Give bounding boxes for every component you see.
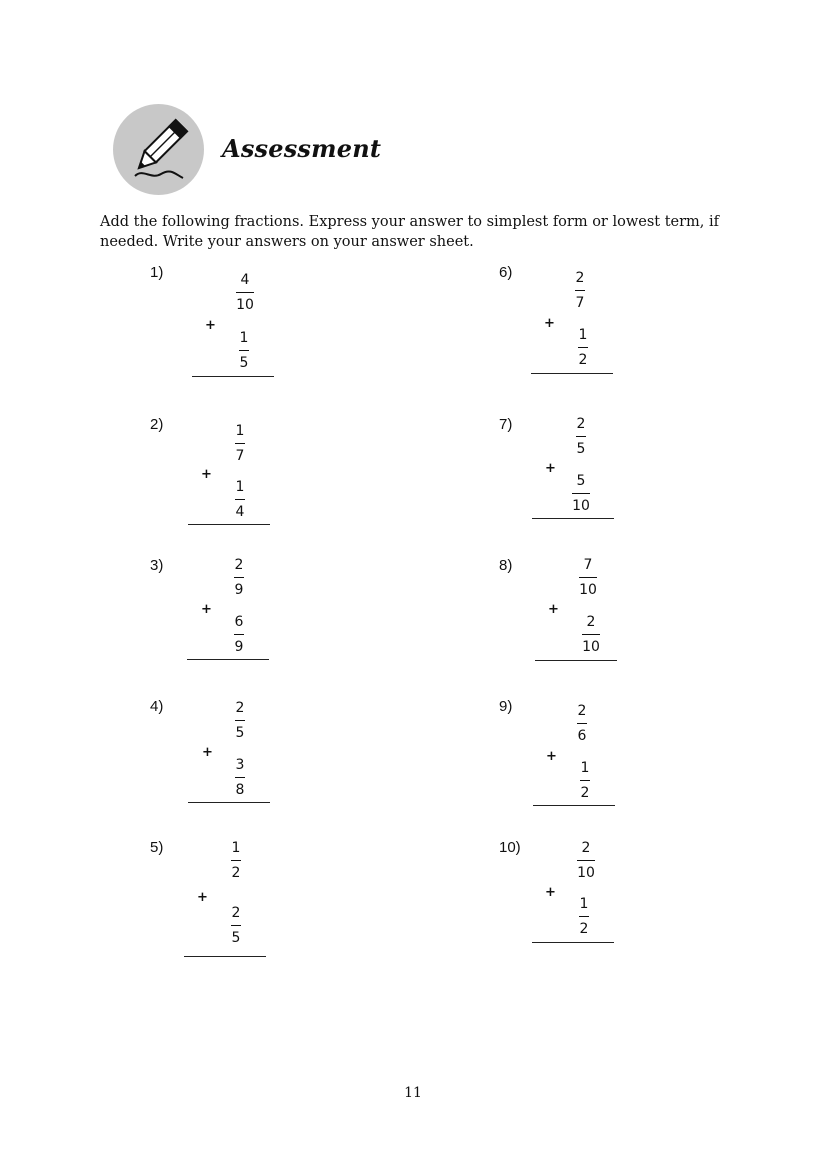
denominator: 10 [579, 582, 597, 598]
instructions-text: Add the following fractions. Express your answer to simplest form or lowest term, if needed. Write your answers on your answer sheet. [100, 214, 720, 250]
problem-number: 2) [150, 416, 164, 433]
denominator: 10 [236, 297, 254, 313]
answer-line [533, 805, 615, 806]
fraction-top [228, 272, 262, 313]
fraction-bar [235, 720, 245, 721]
denominator: 5 [576, 441, 586, 457]
fraction-bar [572, 493, 590, 494]
problem-number: 1) [150, 264, 164, 281]
problem-number: 9) [499, 698, 513, 715]
denominator: 10 [577, 865, 595, 881]
fraction-bottom [566, 327, 600, 368]
fraction-top [223, 423, 257, 464]
problem-number: 6) [499, 264, 513, 281]
denominator: 2 [231, 865, 241, 881]
fraction-bar [579, 916, 589, 917]
denominator: 10 [582, 639, 600, 655]
fraction-bar [577, 860, 595, 861]
denominator: 5 [231, 930, 241, 946]
fraction-bar [239, 350, 249, 351]
answer-line [188, 524, 270, 525]
problem-number: 4) [150, 698, 164, 715]
denominator: 2 [580, 785, 590, 801]
fraction-top [563, 270, 597, 311]
fraction-bar [234, 577, 244, 578]
fraction-top [564, 416, 598, 457]
numerator: 4 [240, 272, 250, 288]
denominator: 4 [235, 504, 245, 520]
denominator: 2 [578, 352, 588, 368]
fraction-bottom [227, 330, 261, 371]
fraction-bottom [223, 757, 257, 798]
plus-sign: + [546, 749, 557, 764]
problem-number: 3) [150, 557, 164, 574]
answer-line [535, 660, 617, 661]
numerator: 2 [586, 614, 596, 630]
numerator: 1 [578, 327, 588, 343]
plus-sign: + [201, 602, 212, 617]
fraction-bar [236, 292, 254, 293]
fraction-bottom [567, 896, 601, 937]
fraction-bottom [568, 760, 602, 801]
fraction-bar [235, 499, 245, 500]
fraction-top [569, 840, 603, 881]
numerator: 3 [235, 757, 245, 773]
answer-line [184, 956, 266, 957]
problem-number: 7) [499, 416, 513, 433]
fraction-bar [578, 347, 588, 348]
fraction-bar [235, 777, 245, 778]
answer-line [531, 373, 613, 374]
fraction-top [222, 557, 256, 598]
plus-sign: + [205, 318, 216, 333]
numerator: 1 [235, 423, 245, 439]
fraction-bar [234, 634, 244, 635]
answer-line [187, 659, 269, 660]
fraction-bottom [222, 614, 256, 655]
plus-sign: + [202, 745, 213, 760]
problem-number: 8) [499, 557, 513, 574]
numerator: 1 [235, 479, 245, 495]
pencil-icon [113, 104, 204, 195]
fraction-top [223, 700, 257, 741]
page-number: 11 [404, 1085, 422, 1101]
fraction-bar [579, 577, 597, 578]
fraction-bar [576, 436, 586, 437]
answer-line [188, 802, 270, 803]
fraction-bottom [223, 479, 257, 520]
numerator: 1 [579, 896, 589, 912]
denominator: 10 [572, 498, 590, 514]
problem-number: 10) [499, 839, 521, 856]
fraction-top [219, 840, 253, 881]
numerator: 2 [575, 270, 585, 286]
plus-sign: + [548, 602, 559, 617]
numerator: 5 [576, 473, 586, 489]
numerator: 2 [576, 416, 586, 432]
numerator: 2 [234, 557, 244, 573]
numerator: 2 [235, 700, 245, 716]
denominator: 7 [235, 448, 245, 464]
fraction-bottom [564, 473, 598, 514]
fraction-bottom [219, 905, 253, 946]
plus-sign: + [545, 461, 556, 476]
numerator: 1 [231, 840, 241, 856]
fraction-bar [582, 634, 600, 635]
denominator: 5 [235, 725, 245, 741]
answer-line [192, 376, 274, 377]
page-title: Assessment [222, 134, 382, 163]
fraction-bar [577, 723, 587, 724]
numerator: 2 [577, 703, 587, 719]
numerator: 2 [581, 840, 591, 856]
numerator: 1 [239, 330, 249, 346]
plus-sign: + [197, 890, 208, 905]
fraction-bar [580, 780, 590, 781]
denominator: 6 [577, 728, 587, 744]
fraction-bottom [574, 614, 608, 655]
answer-line [532, 942, 614, 943]
numerator: 1 [580, 760, 590, 776]
denominator: 9 [234, 639, 244, 655]
denominator: 7 [575, 295, 585, 311]
plus-sign: + [201, 467, 212, 482]
fraction-bar [231, 925, 241, 926]
problem-number: 5) [150, 839, 164, 856]
plus-sign: + [545, 885, 556, 900]
numerator: 2 [231, 905, 241, 921]
denominator: 9 [234, 582, 244, 598]
fraction-bar [235, 443, 245, 444]
numerator: 6 [234, 614, 244, 630]
denominator: 8 [235, 782, 245, 798]
denominator: 5 [239, 355, 249, 371]
fraction-top [571, 557, 605, 598]
denominator: 2 [579, 921, 589, 937]
fraction-bar [575, 290, 585, 291]
fraction-bar [231, 860, 241, 861]
numerator: 7 [583, 557, 593, 573]
answer-line [532, 518, 614, 519]
plus-sign: + [544, 316, 555, 331]
fraction-top [565, 703, 599, 744]
